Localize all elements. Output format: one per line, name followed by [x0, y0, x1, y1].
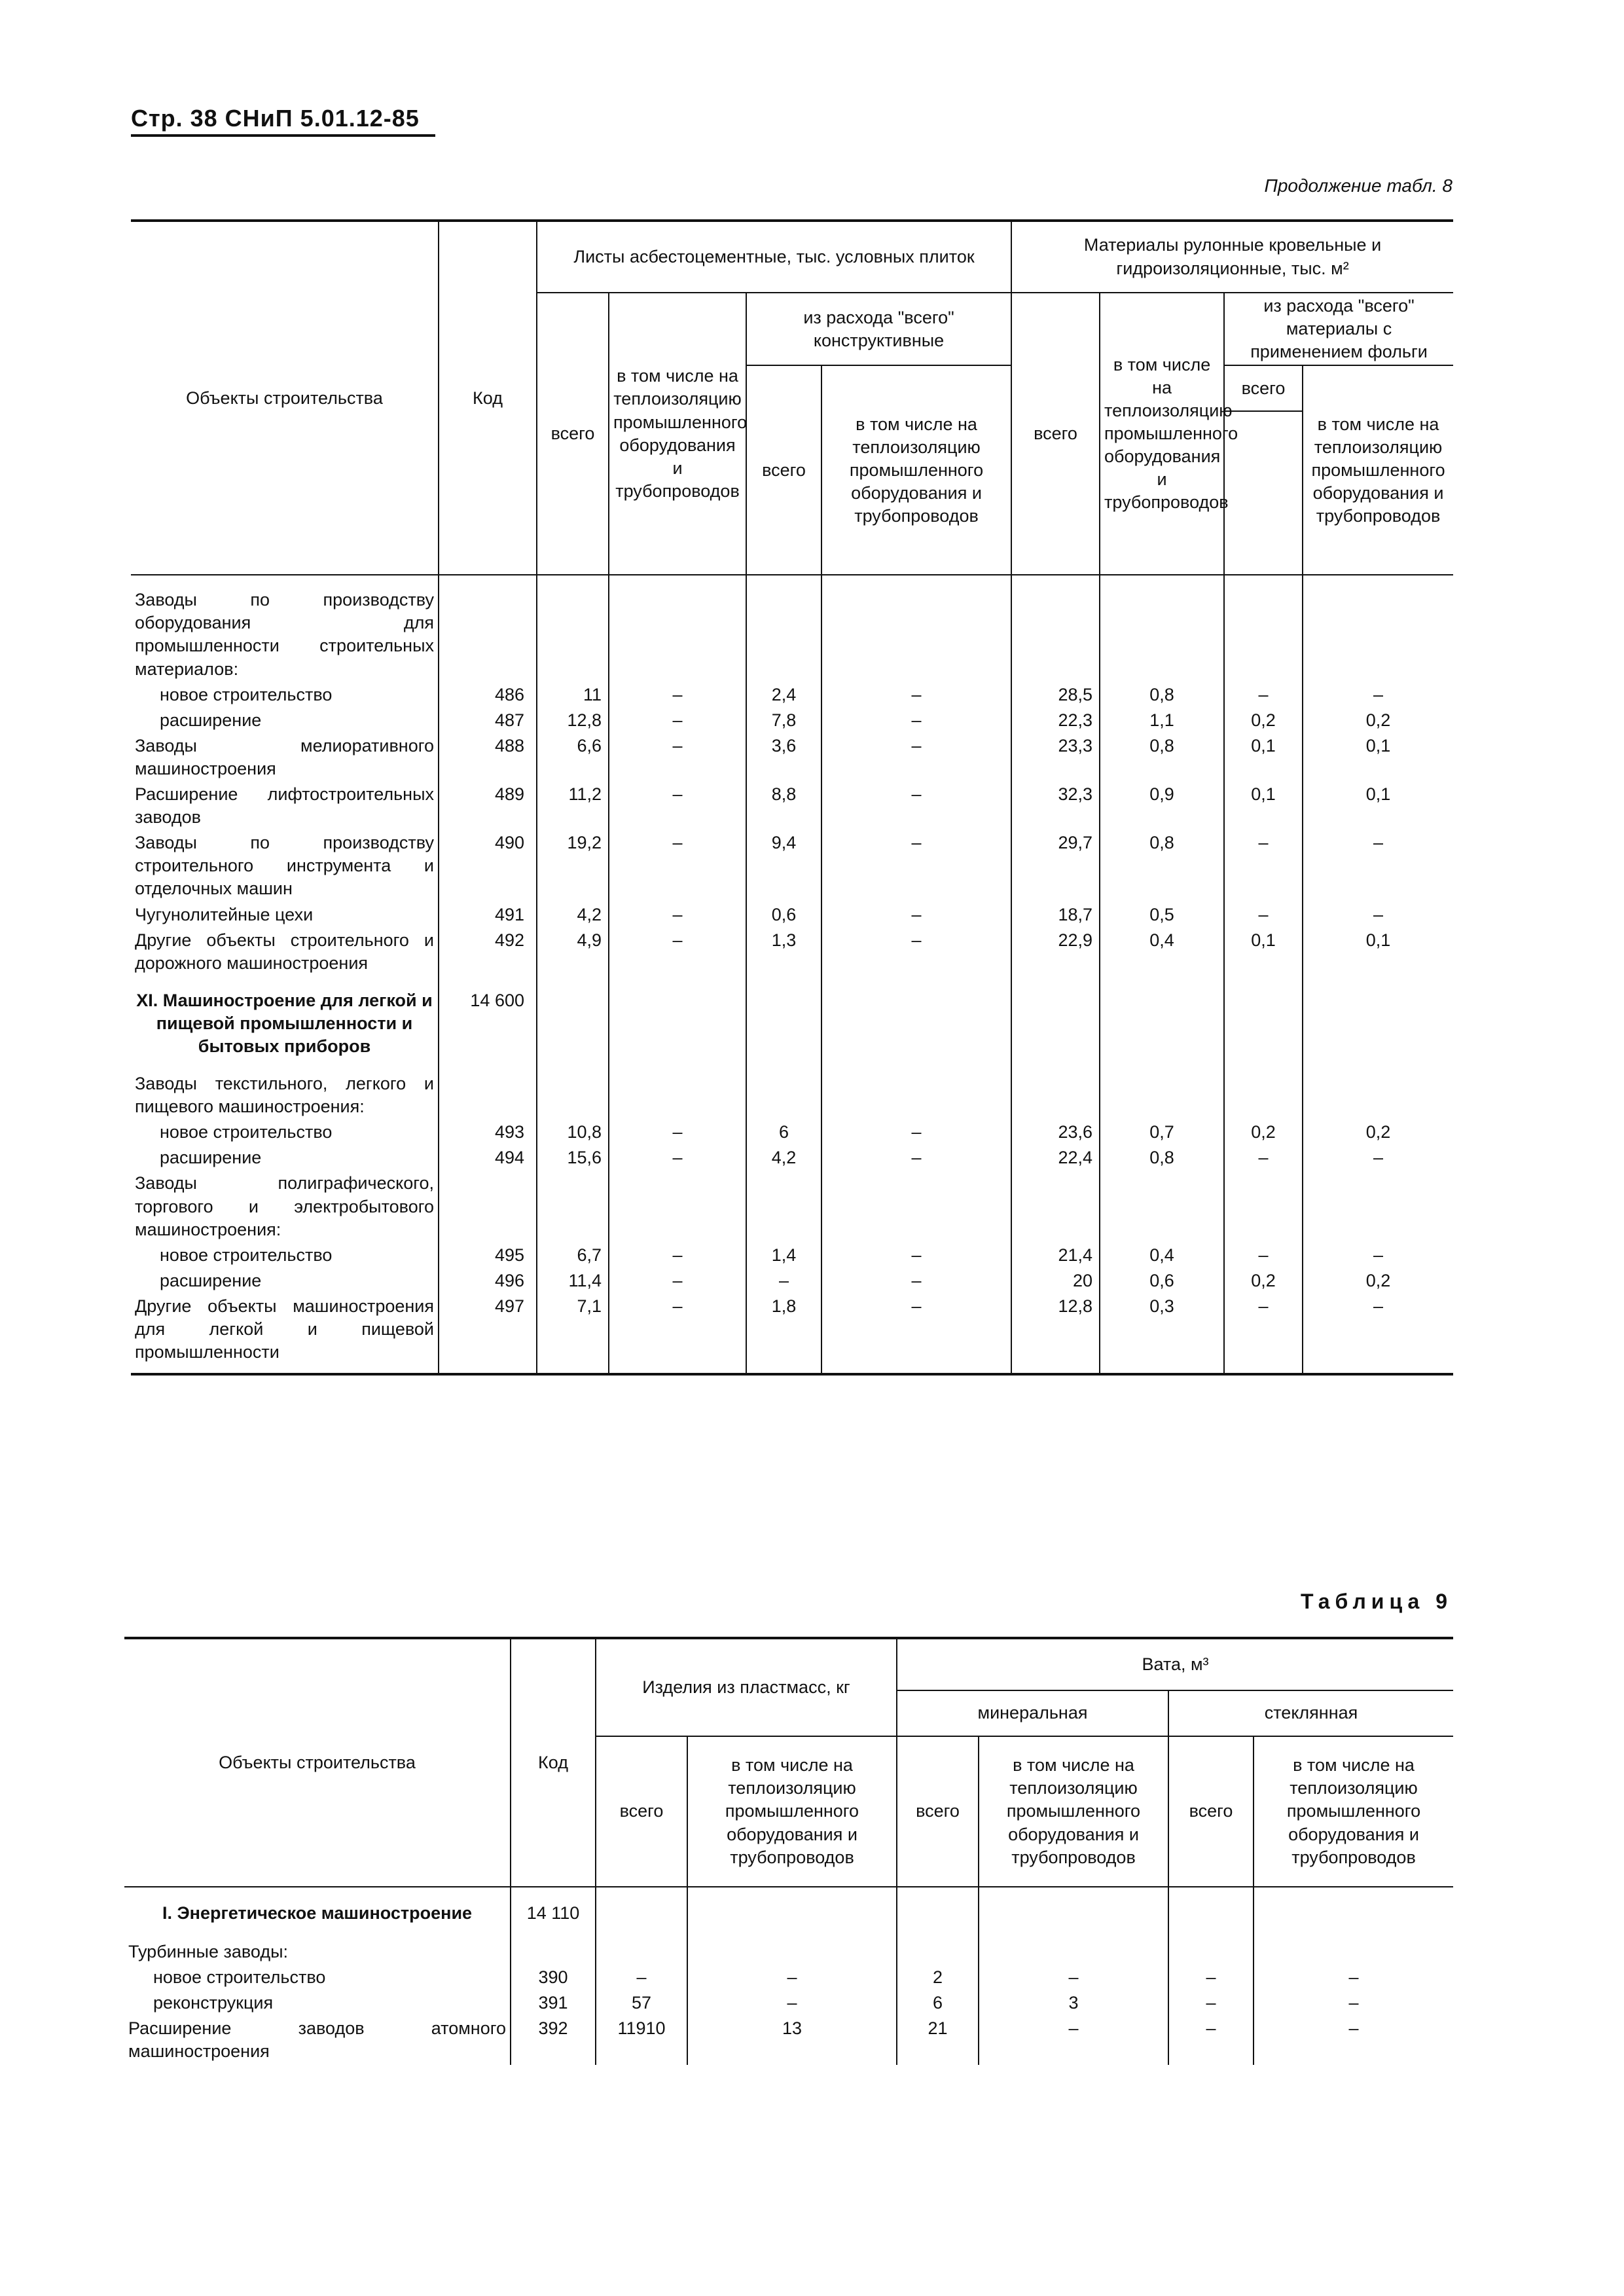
row-value: 0,1 — [1224, 782, 1303, 830]
table-row — [131, 1145, 1453, 1171]
row-value: 28,5 — [1011, 682, 1100, 708]
row-code — [511, 1926, 596, 1965]
row-value: 0,6 — [1100, 1268, 1224, 1294]
row-value: – — [1224, 682, 1303, 708]
row-value — [1100, 1171, 1224, 1242]
header-objects: Объекты строительства — [124, 1638, 511, 1887]
row-code: 489 — [439, 782, 537, 830]
row-label: Другие объекты строительного и дорожного машиностроения — [131, 928, 439, 976]
row-value: 6,7 — [537, 1243, 609, 1268]
row-value: 7,1 — [537, 1294, 609, 1374]
row-value: 23,6 — [1011, 1120, 1100, 1145]
row-value: 9,4 — [746, 830, 821, 902]
table-row — [131, 575, 1453, 682]
table-9-body — [124, 1887, 1453, 2065]
table-row — [124, 1926, 1453, 1965]
row-value: 22,9 — [1011, 928, 1100, 976]
row-value: 0,2 — [1224, 1268, 1303, 1294]
row-code: 497 — [439, 1294, 537, 1374]
row-value — [1224, 1059, 1303, 1120]
row-value — [1011, 976, 1100, 1059]
continuation-caption: Продолжение табл. 8 — [1264, 175, 1453, 196]
row-code: 14 110 — [511, 1887, 596, 1926]
table-row — [131, 902, 1453, 928]
row-value — [1303, 976, 1453, 1059]
row-value: – — [609, 1243, 746, 1268]
row-code: 494 — [439, 1145, 537, 1171]
row-value — [1168, 1926, 1254, 1965]
row-value: 22,4 — [1011, 1145, 1100, 1171]
row-label: новое строительство — [131, 682, 439, 708]
header-total: всего — [537, 293, 609, 575]
header-incl-insulation: в том числе на теплоизоляцию промышленного оборудования и трубопроводов — [609, 293, 746, 575]
header-glass: стеклянная — [1168, 1690, 1453, 1736]
row-value: – — [609, 782, 746, 830]
row-value: – — [821, 902, 1011, 928]
row-value — [609, 1171, 746, 1242]
row-value — [821, 575, 1011, 682]
header-group-roll: Материалы рулонные кровельные и гидроизоляционные, тыс. м² — [1011, 221, 1453, 293]
row-value — [746, 1059, 821, 1120]
row-code: 486 — [439, 682, 537, 708]
header-total: всего — [746, 365, 821, 575]
row-value: 20 — [1011, 1268, 1100, 1294]
row-value — [979, 1926, 1168, 1965]
row-value — [821, 976, 1011, 1059]
table-row — [131, 782, 1453, 830]
row-value: 11,2 — [537, 782, 609, 830]
header-total: всего — [596, 1736, 687, 1887]
row-value: – — [821, 733, 1011, 782]
running-head-rule — [131, 134, 435, 137]
table-row — [131, 830, 1453, 902]
row-value — [746, 575, 821, 682]
table-9-header — [124, 1638, 1453, 1887]
row-value: – — [1224, 1243, 1303, 1268]
row-value: 2 — [897, 1965, 979, 1990]
row-label: Расширение заводов атомного машиностроения — [124, 2016, 511, 2064]
row-value: – — [821, 782, 1011, 830]
row-code — [439, 575, 537, 682]
table-8-header — [131, 221, 1453, 575]
table-9 — [124, 1637, 1453, 2065]
row-label: Заводы по производству строительного инструмента и отделочных машин — [131, 830, 439, 902]
row-value: – — [1303, 682, 1453, 708]
row-value: 1,1 — [1100, 708, 1224, 733]
row-code: 491 — [439, 902, 537, 928]
row-value: 0,6 — [746, 902, 821, 928]
row-value — [1224, 976, 1303, 1059]
row-value: 18,7 — [1011, 902, 1100, 928]
row-label: реконструкция — [124, 1990, 511, 2016]
row-value: 8,8 — [746, 782, 821, 830]
row-value: 0,2 — [1303, 1268, 1453, 1294]
row-value — [1303, 1059, 1453, 1120]
row-value: – — [821, 1294, 1011, 1374]
row-value: 12,8 — [537, 708, 609, 733]
row-value: – — [979, 2016, 1168, 2064]
row-value: 4,2 — [537, 902, 609, 928]
table-row — [124, 1887, 1453, 1926]
header-incl-insulation: в том числе на теплоизоляцию промышленного оборудования и трубопроводов — [821, 365, 1011, 575]
table-8 — [131, 219, 1453, 1376]
row-value: 12,8 — [1011, 1294, 1100, 1374]
row-code — [439, 1171, 537, 1242]
row-value — [537, 1171, 609, 1242]
row-value: – — [596, 1965, 687, 1990]
table-row — [131, 976, 1453, 1059]
row-value — [609, 575, 746, 682]
row-value: – — [1224, 1145, 1303, 1171]
table-8-body — [131, 575, 1453, 1374]
row-value: 6,6 — [537, 733, 609, 782]
row-code: 392 — [511, 2016, 596, 2064]
header-code: Код — [439, 221, 537, 575]
row-value — [979, 1887, 1168, 1926]
row-code: 391 — [511, 1990, 596, 2016]
row-value: 0,2 — [1224, 1120, 1303, 1145]
row-value — [1224, 1171, 1303, 1242]
header-from-total-foil: из расхода "всего" материалы с применением фольги — [1224, 293, 1453, 365]
row-value: 11 — [537, 682, 609, 708]
row-label: Расширение лифтостроительных заводов — [131, 782, 439, 830]
table-row — [131, 1120, 1453, 1145]
row-value: – — [821, 1145, 1011, 1171]
row-code: 390 — [511, 1965, 596, 1990]
row-label: Заводы мелиоративного машиностроения — [131, 733, 439, 782]
row-value: 29,7 — [1011, 830, 1100, 902]
table-row — [131, 1294, 1453, 1374]
row-value: 1,8 — [746, 1294, 821, 1374]
row-value: – — [1254, 2016, 1453, 2064]
row-value — [1100, 575, 1224, 682]
row-value: – — [1254, 1965, 1453, 1990]
row-value: – — [1303, 902, 1453, 928]
row-value — [609, 1059, 746, 1120]
row-value: 0,2 — [1224, 708, 1303, 733]
row-label: Заводы по производству оборудования для промышленности строительных материалов: — [131, 575, 439, 682]
row-value — [1254, 1926, 1453, 1965]
row-value — [609, 976, 746, 1059]
row-value: 57 — [596, 1990, 687, 2016]
row-value: – — [687, 1990, 897, 2016]
row-value: 11,4 — [537, 1268, 609, 1294]
row-value — [897, 1926, 979, 1965]
row-value: – — [609, 733, 746, 782]
table-row — [131, 1243, 1453, 1268]
row-value: 0,1 — [1224, 928, 1303, 976]
row-label: новое строительство — [131, 1120, 439, 1145]
row-value: – — [1224, 830, 1303, 902]
row-value: – — [1168, 1965, 1254, 1990]
row-value: 15,6 — [537, 1145, 609, 1171]
row-value: 3 — [979, 1990, 1168, 2016]
table-row — [131, 1268, 1453, 1294]
row-value — [537, 1059, 609, 1120]
header-wool: Вата, м³ — [897, 1638, 1453, 1690]
row-label: расширение — [131, 1145, 439, 1171]
header-plastics: Изделия из пластмасс, кг — [596, 1638, 897, 1736]
row-value — [687, 1887, 897, 1926]
table-row — [124, 2016, 1453, 2064]
row-value: 1,4 — [746, 1243, 821, 1268]
row-value: 3,6 — [746, 733, 821, 782]
row-value — [1011, 1059, 1100, 1120]
row-value: – — [1303, 830, 1453, 902]
row-value: 7,8 — [746, 708, 821, 733]
header-total: всего — [897, 1736, 979, 1887]
row-value: 0,2 — [1303, 1120, 1453, 1145]
row-value: 0,1 — [1224, 733, 1303, 782]
row-value: 32,3 — [1011, 782, 1100, 830]
row-value — [1011, 1171, 1100, 1242]
row-value: 0,3 — [1100, 1294, 1224, 1374]
header-objects: Объекты строительства — [131, 221, 439, 575]
row-label: расширение — [131, 708, 439, 733]
header-incl-insulation: в том числе на теплоизоляцию промышленного оборудования и трубопроводов — [1254, 1736, 1453, 1887]
row-value: – — [746, 1268, 821, 1294]
header-total: всего — [1011, 293, 1100, 575]
row-value: – — [1224, 902, 1303, 928]
row-value: 13 — [687, 2016, 897, 2064]
header-incl-insulation: в том числе на теплоизоляцию промышленного оборудования и трубопроводов — [1100, 293, 1224, 575]
row-value — [596, 1887, 687, 1926]
row-value: 6 — [746, 1120, 821, 1145]
row-value: 2,4 — [746, 682, 821, 708]
row-label: Чугунолитейные цехи — [131, 902, 439, 928]
row-value — [821, 1059, 1011, 1120]
table-row — [131, 733, 1453, 782]
table-row — [131, 1059, 1453, 1120]
row-value: 0,1 — [1303, 928, 1453, 976]
row-value: – — [821, 830, 1011, 902]
table-row — [131, 928, 1453, 976]
row-code: 492 — [439, 928, 537, 976]
row-value: – — [609, 902, 746, 928]
row-value: 0,8 — [1100, 682, 1224, 708]
table-row — [131, 708, 1453, 733]
row-value: – — [821, 1243, 1011, 1268]
row-value: 0,2 — [1303, 708, 1453, 733]
row-value — [537, 976, 609, 1059]
row-value: – — [609, 682, 746, 708]
row-label: Турбинные заводы: — [124, 1926, 511, 1965]
row-value — [1011, 575, 1100, 682]
row-value: – — [1254, 1990, 1453, 2016]
header-group-sheets: Листы асбестоцементные, тыс. условных плиток — [537, 221, 1011, 293]
header-from-total-constructive: из расхода "всего" конструктивные — [746, 293, 1011, 365]
row-value: – — [609, 1145, 746, 1171]
header-incl-insulation: в том числе на теплоизоляцию промышленного оборудования и трубопроводов — [687, 1736, 897, 1887]
row-value — [897, 1887, 979, 1926]
row-code: 487 — [439, 708, 537, 733]
row-value — [746, 1171, 821, 1242]
row-value: – — [609, 1294, 746, 1374]
row-value: – — [821, 928, 1011, 976]
row-value: 1,3 — [746, 928, 821, 976]
row-label: I. Энергетическое машиностроение — [124, 1887, 511, 1926]
row-value — [1224, 575, 1303, 682]
row-value — [1100, 1059, 1224, 1120]
row-value — [1168, 1887, 1254, 1926]
row-value: 0,8 — [1100, 830, 1224, 902]
row-label: расширение — [131, 1268, 439, 1294]
row-value — [1303, 1171, 1453, 1242]
row-value: 0,9 — [1100, 782, 1224, 830]
row-value: – — [609, 1120, 746, 1145]
row-value: – — [1168, 2016, 1254, 2064]
table-row — [124, 1990, 1453, 2016]
row-value: 0,5 — [1100, 902, 1224, 928]
row-code: 490 — [439, 830, 537, 902]
table-9-caption: Таблица 9 — [1300, 1590, 1453, 1613]
row-value: 0,4 — [1100, 928, 1224, 976]
row-value — [1303, 575, 1453, 682]
header-incl-insulation: в том числе на теплоизоляцию промышленного оборудования и трубопроводов — [1303, 365, 1453, 575]
row-value: 4,9 — [537, 928, 609, 976]
row-value: – — [609, 830, 746, 902]
row-value: – — [979, 1965, 1168, 1990]
row-value: – — [609, 1268, 746, 1294]
row-value: – — [821, 1268, 1011, 1294]
row-label: XI. Машиностроение для легкой и пищевой промышленности и бытовых приборов — [131, 976, 439, 1059]
row-label: новое строительство — [124, 1965, 511, 1990]
row-value — [1254, 1887, 1453, 1926]
row-code — [439, 1059, 537, 1120]
row-value: 6 — [897, 1990, 979, 2016]
row-label: Заводы текстильного, легкого и пищевого машиностроения: — [131, 1059, 439, 1120]
row-value: – — [821, 708, 1011, 733]
row-value: – — [609, 708, 746, 733]
row-value: – — [687, 1965, 897, 1990]
row-value: 22,3 — [1011, 708, 1100, 733]
row-value: 0,8 — [1100, 733, 1224, 782]
row-value: 0,1 — [1303, 782, 1453, 830]
row-value: – — [1303, 1294, 1453, 1374]
row-value: 21,4 — [1011, 1243, 1100, 1268]
row-value — [1100, 976, 1224, 1059]
row-value: 21 — [897, 2016, 979, 2064]
row-value — [596, 1926, 687, 1965]
row-value — [821, 1171, 1011, 1242]
running-head: Стр. 38 СНиП 5.01.12-85 — [131, 105, 420, 132]
row-value: – — [1168, 1990, 1254, 2016]
row-value: – — [1303, 1243, 1453, 1268]
row-label: Заводы полиграфического, торгового и электробытового машиностроения: — [131, 1171, 439, 1242]
row-value: – — [609, 928, 746, 976]
row-label: новое строительство — [131, 1243, 439, 1268]
table-row — [124, 1965, 1453, 1990]
row-value: – — [821, 1120, 1011, 1145]
row-value: 11910 — [596, 2016, 687, 2064]
row-value: 0,8 — [1100, 1145, 1224, 1171]
row-label: Другие объекты машиностроения для легкой и пищевой промышленности — [131, 1294, 439, 1374]
row-value: 4,2 — [746, 1145, 821, 1171]
row-value: 23,3 — [1011, 733, 1100, 782]
header-total: всего — [1224, 365, 1303, 411]
table-row — [131, 682, 1453, 708]
row-code: 496 — [439, 1268, 537, 1294]
row-value: 0,1 — [1303, 733, 1453, 782]
row-code: 488 — [439, 733, 537, 782]
row-value: – — [1224, 1294, 1303, 1374]
row-value: 0,4 — [1100, 1243, 1224, 1268]
row-value: 0,7 — [1100, 1120, 1224, 1145]
row-value: 10,8 — [537, 1120, 609, 1145]
row-code: 14 600 — [439, 976, 537, 1059]
row-code: 493 — [439, 1120, 537, 1145]
row-value — [746, 976, 821, 1059]
row-value: 19,2 — [537, 830, 609, 902]
row-value: – — [821, 682, 1011, 708]
header-total: всего — [1168, 1736, 1254, 1887]
row-value: – — [1303, 1145, 1453, 1171]
row-code: 495 — [439, 1243, 537, 1268]
row-value — [687, 1926, 897, 1965]
row-value — [537, 575, 609, 682]
header-incl-insulation: в том числе на теплоизоляцию промышленного оборудования и трубопроводов — [979, 1736, 1168, 1887]
table-row — [131, 1171, 1453, 1242]
header-mineral: минеральная — [897, 1690, 1168, 1736]
header-code: Код — [511, 1638, 596, 1887]
